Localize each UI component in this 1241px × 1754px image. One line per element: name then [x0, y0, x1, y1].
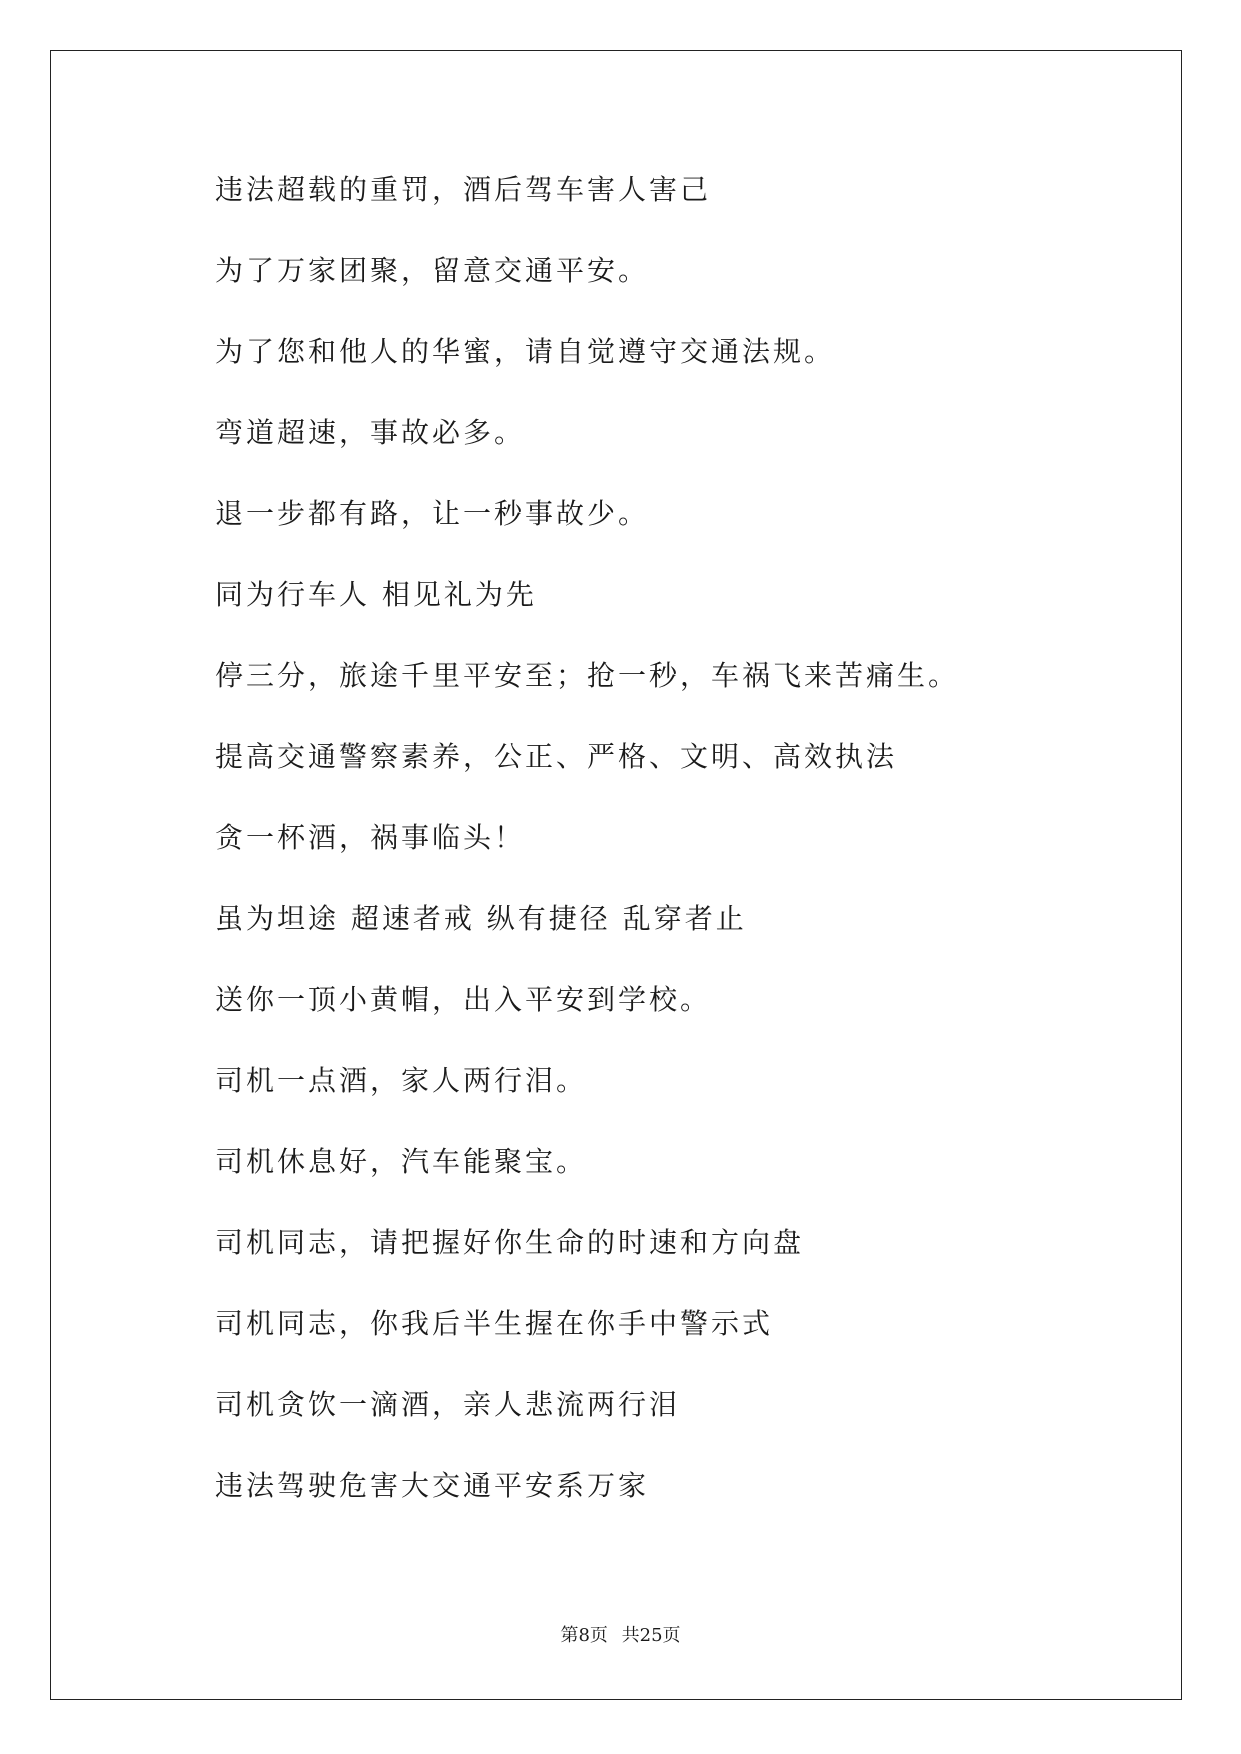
text-line: 虽为坦途 超速者戒 纵有捷径 乱穿者止	[215, 902, 747, 935]
text-line: 司机一点酒，家人两行泪。	[215, 1064, 588, 1097]
page-footer	[0, 1621, 1241, 1647]
document-body	[215, 168, 1115, 1545]
text-line: 送你一顶小黄帽，出入平安到学校。	[215, 983, 712, 1016]
text-line: 司机休息好，汽车能聚宝。	[215, 1145, 588, 1178]
text-line: 违法超载的重罚，酒后驾车害人害己	[215, 173, 712, 206]
text-line: 为了您和他人的华蜜，请自觉遵守交通法规。	[215, 335, 836, 368]
text-line: 弯道超速，事故必多。	[215, 416, 526, 449]
text-line: 停三分，旅途千里平安至；抢一秒，车祸飞来苦痛生。	[215, 659, 960, 692]
text-line: 同为行车人 相见礼为先	[215, 578, 537, 611]
text-line: 提高交通警察素养，公正、严格、文明、高效执法	[215, 740, 898, 773]
text-line: 违法驾驶危害大交通平安系万家	[215, 1469, 650, 1502]
text-line: 司机同志，请把握好你生命的时速和方向盘	[215, 1226, 805, 1259]
page-total: 共25页	[621, 1625, 681, 1646]
text-line: 贪一杯酒，祸事临头！	[215, 821, 526, 854]
text-line: 退一步都有路，让一秒事故少。	[215, 497, 650, 530]
text-line: 司机贪饮一滴酒，亲人悲流两行泪	[215, 1388, 681, 1421]
page-number: 第8页	[560, 1625, 608, 1646]
text-line: 司机同志，你我后半生握在你手中警示式	[215, 1307, 774, 1340]
text-line: 为了万家团聚，留意交通平安。	[215, 254, 650, 287]
